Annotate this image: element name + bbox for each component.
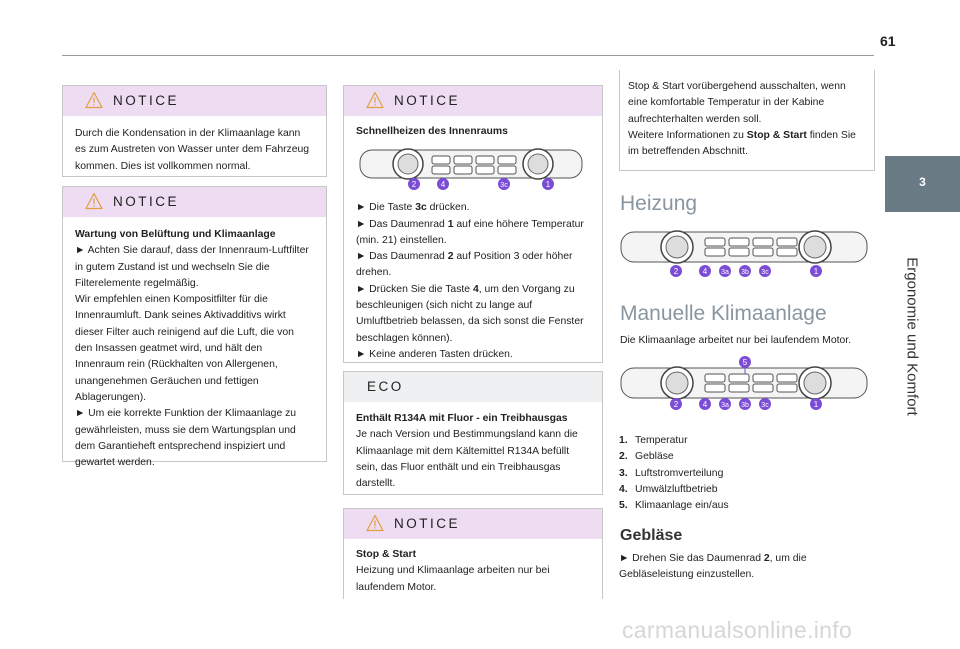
section-title-klimaanlage: Manuelle Klimaanlage [620,302,827,325]
legend-list [619,433,729,514]
notice-title: NOTICE [113,93,180,108]
notice-heading: Wartung von Belüftung und Klimaanlage [75,229,276,240]
callout-5 [739,356,751,368]
callout-1 [810,265,822,277]
heating-panel-illustration [619,226,871,280]
stop-start-reference: Weitere Informationen zu Stop & Start finden Sie im betreffenden Abschnitt. [628,129,856,158]
svg-text:2: 2 [673,267,679,276]
filter-paragraph: Wir empfehlen einen Kompositfilter für die Innenraumluft. Dank seines Aktivadditivs wirkt dieser Filter auch reinigend auf die Luft, die von den Insassen geatmet wird, und hält den Innenraum rein (Rückhalten von Allergenen, unangenehmen Geräuchen und fettigen Ablagerungen). [75,294,294,403]
svg-text:3a: 3a [721,269,729,276]
warning-icon [366,91,384,109]
eco-box [343,371,603,495]
step-press-3c: ► Die Taste 3c drücken. [356,202,470,214]
callout-1 [542,178,554,190]
chapter-title: Ergonomie und Komfort [903,257,921,416]
svg-text:3c: 3c [761,269,769,276]
bullet-inspection: ► Um eie korrekte Funktion der Klimaanlage zu gewährleisten, muss sie dem Wartungsplan und dem Garantieheft entsprechend inspiziert und gewartet werden. [75,408,297,469]
svg-text:2: 2 [673,400,679,409]
stop-start-tip: Stop & Start vorübergehend ausschalten, wenn eine komfortable Temperatur in der Kabine aufrechterhalten werden soll. [628,81,846,125]
svg-text:3b: 3b [741,402,749,409]
legend-item: 5. Klimaanlage ein/aus [619,500,729,512]
callout-3a [719,398,731,410]
svg-text:4: 4 [702,400,708,409]
notice-maintenance [62,186,327,469]
callout-3c [498,178,510,190]
warning-icon [85,192,103,210]
eco-header [344,372,602,402]
legend-item: 1. Temperatur [619,435,688,446]
callout-2 [670,398,682,410]
step-no-other: ► Keine anderen Tasten drücken. [356,348,513,360]
notice-heading: Stop & Start [356,549,417,560]
callout-3c [759,265,771,277]
legend-item: 4. Umwälzluftbetrieb [619,483,718,495]
ac-panel-illustration [619,354,871,414]
notice-title: NOTICE [394,516,461,531]
notice-quick-heating [343,85,603,363]
svg-text:2: 2 [411,180,417,190]
callout-3a [719,265,731,277]
header-rule [62,55,874,56]
callout-4 [437,178,449,190]
chapter-number: 3 [919,175,926,189]
chapter-title-vertical [898,228,920,448]
svg-text:1: 1 [813,267,819,276]
section-title-geblaese: Gebläse [620,527,683,544]
chapter-tab [885,156,960,212]
callout-4 [699,398,711,410]
step-press-4: ► Drücken Sie die Taste 4, um den Vorgang zu beschleunigen (sich nicht zu lange auf Umluftbetrieb belassen, da sich sonst die Fenster beschlagen können). [356,283,584,344]
notice-text: Durch die Kondensation in der Klimaanlage kann es zum Austreten von Wasser unter dem Fahrzeug kommen. Dies ist vollkommen normal. [75,128,310,172]
svg-text:3b: 3b [741,269,749,276]
callout-3b [739,398,751,410]
eco-body [344,402,602,500]
eco-text: Je nach Version und Bestimmungsland kann die Klimaanlage mit dem Kältemittel R134A befüllt sein, das Fluor enthält und ein Treibhausgas darstellt. [356,429,578,490]
section-title-heizung: Heizung [620,192,698,215]
step-thumbwheel-1: ► Das Daumenrad 1 auf eine höhere Temperatur (min. 21) einstellen. [356,218,584,246]
notice-title: NOTICE [113,194,180,209]
watermark: carmanualsonline.info [622,617,853,643]
notice-heading: Schnellheizen des Innenraums [356,126,508,137]
notice-body [344,116,602,371]
callout-1 [810,398,822,410]
legend-item: 3. Luftstromverteilung [619,467,724,479]
svg-text:3c: 3c [500,182,508,190]
svg-text:5: 5 [742,358,748,367]
svg-text:4: 4 [440,180,446,190]
eco-heading: Enthält R134A mit Fluor - ein Treibhausgas [356,413,568,424]
page-number: 61 [880,33,896,49]
notice-condensation [62,85,327,177]
warning-icon [85,91,103,109]
svg-text:4: 4 [702,267,708,276]
geblaese-text: ► Drehen Sie das Daumenrad 2, um die Gebläseleistung einzustellen. [619,553,807,581]
control-panel-illustration [354,144,588,196]
svg-text:3a: 3a [721,402,729,409]
callout-4 [699,265,711,277]
callout-3c [759,398,771,410]
svg-text:1: 1 [813,400,819,409]
notice-body [344,539,602,604]
notice-continuation [619,70,875,171]
step-thumbwheel-2: ► Das Daumenrad 2 auf Position 3 oder höher drehen. [356,251,573,279]
notice-header [63,187,326,217]
notice-body [620,70,874,168]
notice-header [344,509,602,539]
klima-text: Die Klimaanlage arbeitet nur bei laufendem Motor. [620,335,852,346]
notice-header [344,86,602,116]
callout-2 [408,178,420,190]
svg-text:1: 1 [545,180,551,190]
notice-stop-start [343,508,603,599]
svg-text:3c: 3c [761,402,769,409]
notice-header [63,86,326,116]
notice-body [63,217,326,479]
warning-icon [366,514,384,532]
callout-2 [670,265,682,277]
bullet-filter: ► Achten Sie darauf, dass der Innenraum-Luftfilter in gutem Zustand ist und wechseln Sie die Filterelemente regelmäßig. [75,245,309,289]
legend-item: 2. Gebläse [619,451,674,463]
notice-text: Heizung und Klimaanlage arbeiten nur bei laufendem Motor. [356,565,550,593]
callout-3b [739,265,751,277]
eco-title: ECO [367,379,404,394]
notice-title: NOTICE [394,93,461,108]
